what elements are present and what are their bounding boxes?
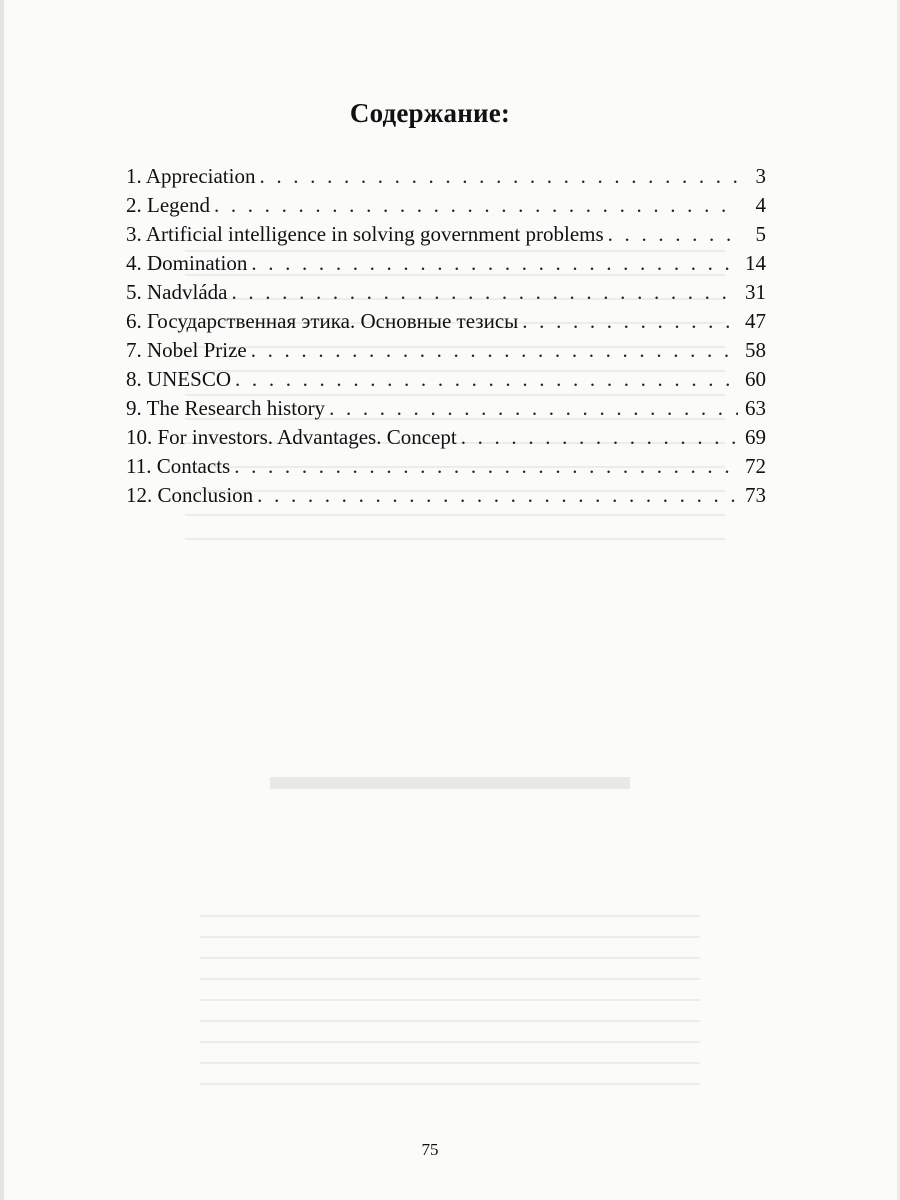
toc-entry-page: 3 bbox=[755, 164, 766, 188]
toc-entry-page: 14 bbox=[745, 251, 766, 275]
toc-dot-leader bbox=[214, 191, 738, 220]
toc-dot-leader bbox=[251, 336, 738, 365]
toc-entry-label: 10. For investors. Advantages. Concept bbox=[126, 425, 457, 449]
page-number: 75 bbox=[421, 1140, 439, 1159]
toc-entry-page: 72 bbox=[745, 454, 766, 478]
toc-entry-label: 5. Nadvláda bbox=[126, 280, 228, 304]
toc-entry-page: 31 bbox=[745, 280, 766, 304]
toc-dot-leader bbox=[234, 452, 738, 481]
toc-entry[interactable] bbox=[126, 481, 766, 510]
toc-entry[interactable] bbox=[126, 394, 766, 423]
toc-entry-page: 47 bbox=[745, 309, 766, 333]
toc-entry[interactable] bbox=[126, 162, 766, 191]
toc-dot-leader bbox=[231, 278, 738, 307]
toc-dot-leader bbox=[522, 307, 738, 336]
toc-entry-page: 73 bbox=[745, 483, 766, 507]
toc-entry-label: 1. Appreciation bbox=[126, 164, 256, 188]
toc-entry[interactable] bbox=[126, 220, 766, 249]
table-of-contents bbox=[126, 162, 766, 510]
toc-dot-leader bbox=[461, 423, 738, 452]
toc-entry-label: 8. UNESCO bbox=[126, 367, 232, 391]
toc-entry[interactable] bbox=[126, 307, 766, 336]
toc-dot-leader bbox=[235, 365, 738, 394]
toc-entry-label: 6. Государственная этика. Основные тезисы bbox=[126, 309, 519, 333]
contents-heading: Содержание: bbox=[349, 98, 511, 128]
bleed-through-text-bottom bbox=[200, 915, 700, 1085]
toc-entry-label: 7. Nobel Prize bbox=[126, 338, 247, 362]
toc-dot-leader bbox=[329, 394, 738, 423]
toc-entry-label: 2. Legend bbox=[126, 193, 210, 217]
toc-entry-page: 4 bbox=[755, 193, 766, 217]
bleed-through-heading: ▬▬▬▬▬▬▬▬▬ bbox=[270, 753, 630, 798]
toc-entry[interactable] bbox=[126, 452, 766, 481]
toc-entry-page: 58 bbox=[745, 338, 766, 362]
toc-dot-leader bbox=[251, 249, 738, 278]
toc-entry[interactable] bbox=[126, 423, 766, 452]
toc-entry-page: 69 bbox=[745, 425, 766, 449]
toc-dot-leader bbox=[257, 481, 738, 510]
toc-entry-label: 12. Conclusion bbox=[126, 483, 254, 507]
toc-entry[interactable] bbox=[126, 191, 766, 220]
toc-entry[interactable] bbox=[126, 249, 766, 278]
toc-entry[interactable] bbox=[126, 278, 766, 307]
toc-entry-label: 3. Artificial intelligence in solving government problems bbox=[126, 222, 604, 246]
toc-entry-label: 11. Contacts bbox=[126, 454, 231, 478]
toc-entry-label: 4. Domination bbox=[126, 251, 248, 275]
toc-dot-leader bbox=[259, 162, 738, 191]
toc-entry-label: 9. The Research history bbox=[126, 396, 326, 420]
toc-dot-leader bbox=[608, 220, 738, 249]
toc-entry-page: 63 bbox=[745, 396, 766, 420]
page-left-edge-shadow bbox=[0, 0, 4, 1200]
toc-entry-page: 60 bbox=[745, 367, 766, 391]
toc-entry[interactable] bbox=[126, 336, 766, 365]
toc-entry-page: 5 bbox=[755, 222, 766, 246]
toc-entry[interactable] bbox=[126, 365, 766, 394]
